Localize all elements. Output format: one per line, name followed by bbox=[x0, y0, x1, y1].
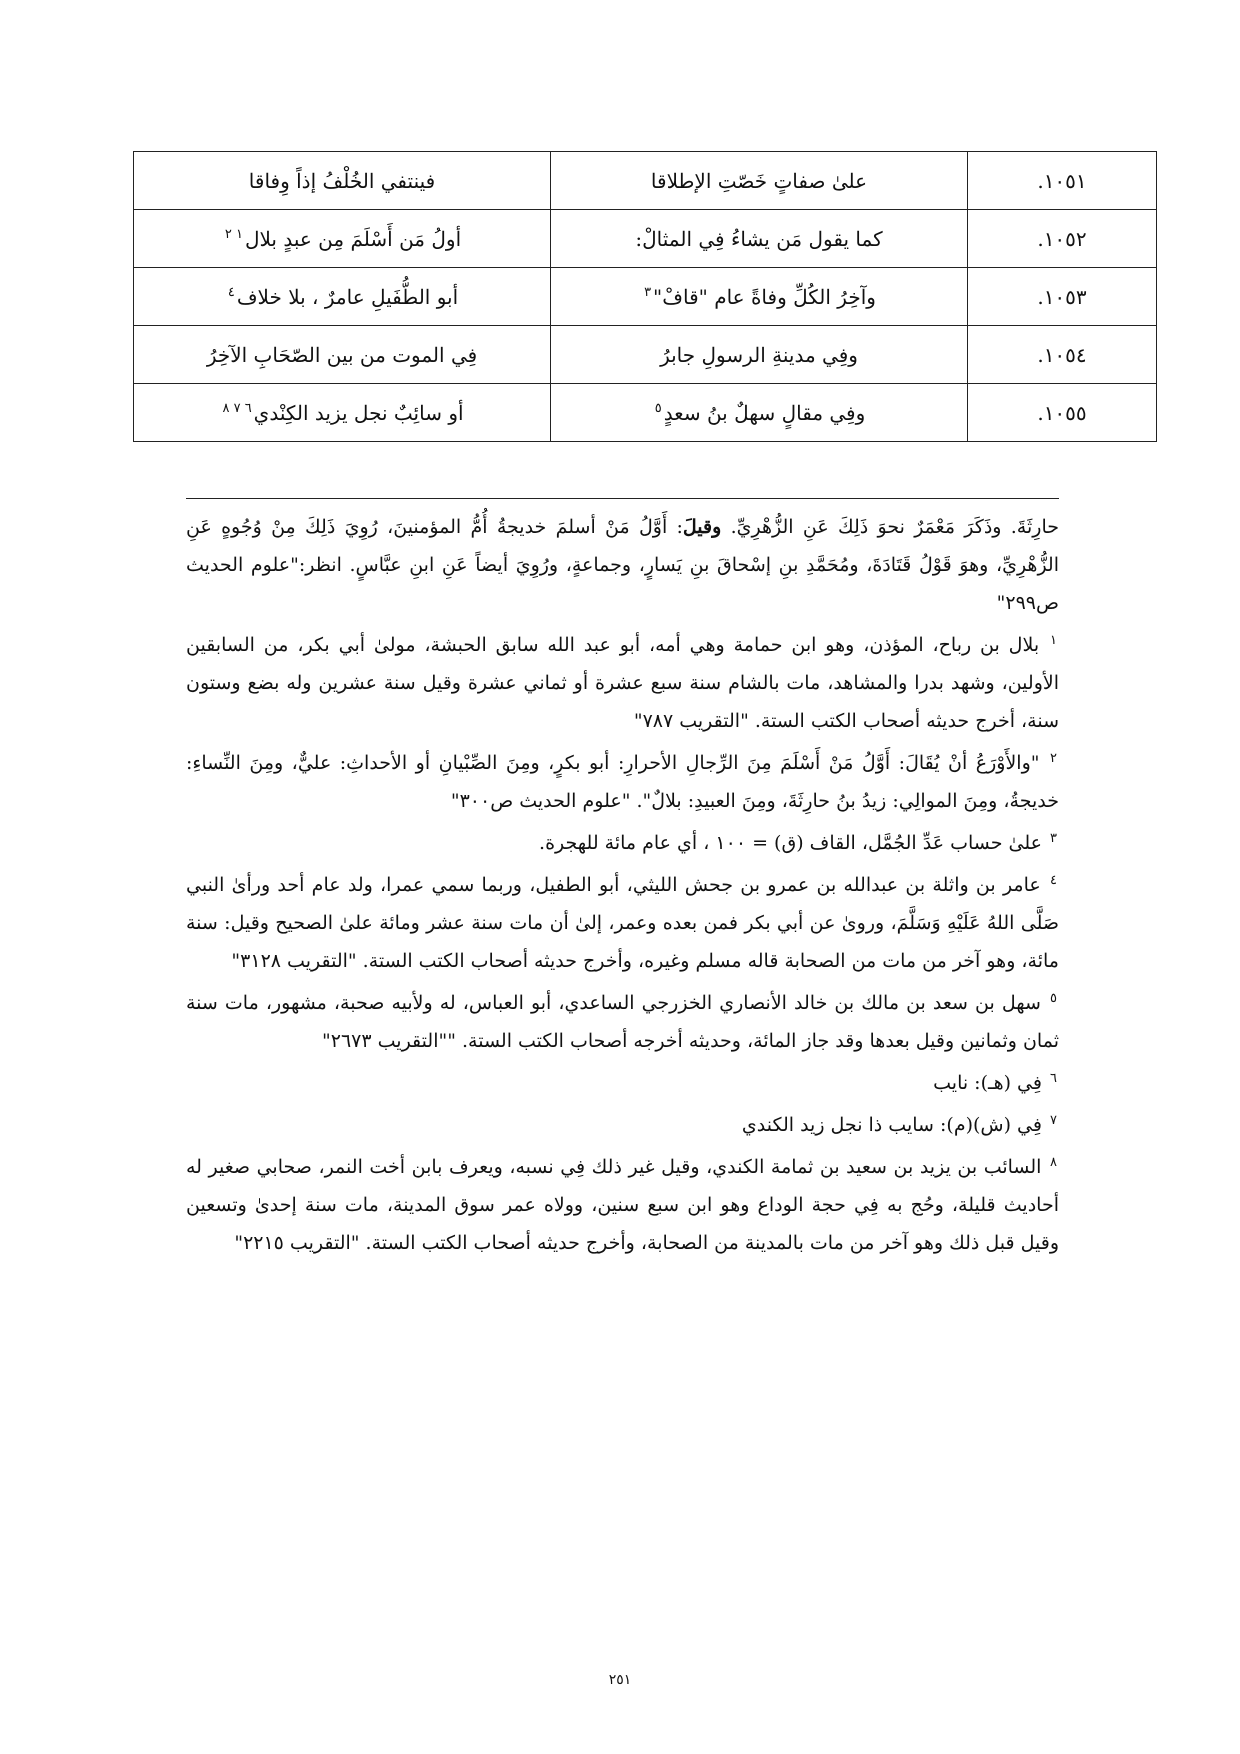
footnote-marker: ٨ bbox=[1050, 1154, 1058, 1170]
footnote-3: $^٣$ علىٰ حساب عَدِّ الجُمَّل، القاف (ق) = ١٠٠ ، أي عام مائة للهجرة. bbox=[539, 830, 1057, 854]
verse-first-hemistich: وفِي مدينةِ الرسولِ جابرُ bbox=[551, 326, 968, 384]
footnote-6: $^٦$ فِي (هـ): نايب bbox=[933, 1070, 1057, 1094]
verse-number: ١٠٥٢. bbox=[968, 210, 1157, 268]
footnote-marker: ٣ bbox=[644, 284, 652, 300]
footnote-marker: ٦ bbox=[1050, 1070, 1057, 1086]
verse-number: ١٠٥٤. bbox=[968, 326, 1157, 384]
footnote-marker: ٧ bbox=[1050, 1112, 1057, 1128]
footnote-marker: ٦ ٧ ٨ bbox=[222, 400, 252, 416]
verses-table bbox=[133, 151, 1157, 442]
verse-row bbox=[134, 268, 1157, 326]
verse-first-hemistich: وفِي مقالٍ سهلٌ بنُ سعدٍ$^٥$ bbox=[551, 384, 968, 442]
footnote-marker: ٥ bbox=[654, 400, 662, 416]
verse-second-hemistich: أولُ مَن أَسْلَمَ مِن عبدٍ بلال$^{١ ٢}$ bbox=[134, 210, 551, 268]
footnote-marker: ٥ bbox=[1050, 990, 1057, 1006]
verse-number: ١٠٥٣. bbox=[968, 268, 1157, 326]
footnote-5: $^٥$ سهل بن سعد بن مالك بن خالد الأنصاري الخزرجي الساعدي، أبو العباس، له ولأبيه صحبة، مشهور، مات سنة ثمان وثمانين وقيل بعدها وقد جاز المائة، وحديثه أخرجه أصحاب الكتب الستة. ""التقريب ٢٦٧٣" bbox=[186, 990, 1059, 1052]
verse-first-hemistich: كما يقول مَن يشاءُ فِي المثالْ: bbox=[551, 210, 968, 268]
page-number: ٢٥١ bbox=[608, 1672, 632, 1688]
verse-first-hemistich: علىٰ صفاتٍ خَصّتِ الإطلاقا bbox=[551, 152, 968, 210]
verse-row bbox=[134, 152, 1157, 210]
footnote-4: $^٤$ عامر بن واثلة بن عبدالله بن عمرو بن جحش الليثي، أبو الطفيل، وربما سمي عمرا، ولد عام أحد ورأىٰ النبي صَلَّى اللهُ عَلَيْهِ وَسَلَّمَ، وروىٰ عن أبي بكر فمن بعده وعمر، إلىٰ أن مات سنة عشر ومائة علىٰ الصحيح وقيل: سنة مائة، وهو آخر من مات من الصحابة قاله مسلم وغيره، وأخرج حديثه أصحاب الكتب الستة. "التقريب ٣١٢٨" bbox=[186, 872, 1059, 972]
footnote-7: $^٧$ فِي (ش)(م): سايب ذا نجل زيد الكندي bbox=[741, 1112, 1057, 1136]
footnotes bbox=[186, 508, 1059, 1266]
verse-row bbox=[134, 384, 1157, 442]
footnote-marker: ١ ٢ bbox=[224, 226, 243, 242]
verse-second-hemistich: أو سائِبٌ نجل يزيد الكِنْدي$^{٦ ٧ ٨}$ bbox=[134, 384, 551, 442]
verse-number: ١٠٥٥. bbox=[968, 384, 1157, 442]
footnote-marker: ٣ bbox=[1050, 830, 1057, 846]
verse-first-hemistich: وآخِرُ الكُلِّ وفاةً عام "قافْ"$^٣$ bbox=[551, 268, 968, 326]
verse-second-hemistich: فِي الموت من بين الصّحَابِ الآخِرُ bbox=[134, 326, 551, 384]
footnote-separator bbox=[186, 498, 1059, 499]
footnote-marker: ٤ bbox=[227, 284, 235, 300]
footnote-2: $^٢$ "والأَوْرَعُ أنْ يُقَالَ: أَوَّلُ مَنْ أَسْلَمَ مِنَ الرِّجالِ الأحرارِ: أبو بكرٍ، ومِنَ الصِّبْيانِ أو الأحداثِ: عليٌّ، ومِنَ النِّساءِ: خديجةُ، ومِنَ الموالِي: زيدُ بنُ حارِثَةَ، ومِنَ العبيدِ: بلالٌ". "علوم الحديث ص٣٠٠" bbox=[186, 750, 1059, 812]
footnote-marker: ٤ bbox=[1050, 872, 1057, 888]
verse-second-hemistich: فينتفي الخُلْفُ إذاً وِفاقا bbox=[134, 152, 551, 210]
footnote-marker: ١ bbox=[1050, 632, 1058, 648]
verse-row bbox=[134, 326, 1157, 384]
verse-row bbox=[134, 210, 1157, 268]
verse-second-hemistich: أبو الطُّفَيلِ عامرٌ ، بلا خلاف$^٤$ bbox=[134, 268, 551, 326]
footnote-marker: ٢ bbox=[1050, 750, 1057, 766]
footnote-8: $^٨$ السائب بن يزيد بن سعيد بن ثمامة الكندي، وقيل غير ذلك فِي نسبه، ويعرف بابن أخت النمر، صحابي صغير له أحاديث قليلة، وحُج به فِي حجة الوداع وهو ابن سبع سنين، وولاه عمر سوق المدينة، مات سنة إحدىٰ وتسعين وقيل قبل ذلك وهو آخر من مات بالمدينة من الصحابة، وأخرج حديثه أصحاب الكتب الستة. "التقريب ٢٢١٥" bbox=[186, 1154, 1059, 1254]
verse-number: ١٠٥١. bbox=[968, 152, 1157, 210]
footnote-1: $^١$ بلال بن رباح، المؤذن، وهو ابن حمامة وهي أمه، أبو عبد الله سابق الحبشة، مولىٰ أبي بكر، من السابقين الأولين، وشهد بدرا والمشاهد، مات بالشام سنة سبع عشرة أو ثماني عشرة وقيل سنة عشرين وله بضع وستون سنة، أخرج حديثه أصحاب الكتب الستة. "التقريب ٧٨٧" bbox=[186, 632, 1059, 732]
footnote-continuation: حارِثَةَ. وذَكَرَ مَعْمَرٌ نحوَ ذَلِكَ عَنِ الزُّهْرِيِّ. وقيلَ: أَوَّلُ مَنْ أسلمَ خديجةُ أُمُّ المؤمنينَ، رُوِيَ ذَلِكَ مِنْ وُجُوهٍ عَنِ الزُّهْرِيِّ، وهوَ قَوْلُ قَتَادَةَ، ومُحَمَّدِ بنِ إسْحاقَ بنِ يَسارٍ، وجماعةٍ، ورُوِيَ أيضاً عَنِ ابنِ عبَّاسٍ. انظر:"علوم الحديث ص٢٩٩" bbox=[186, 516, 1059, 614]
